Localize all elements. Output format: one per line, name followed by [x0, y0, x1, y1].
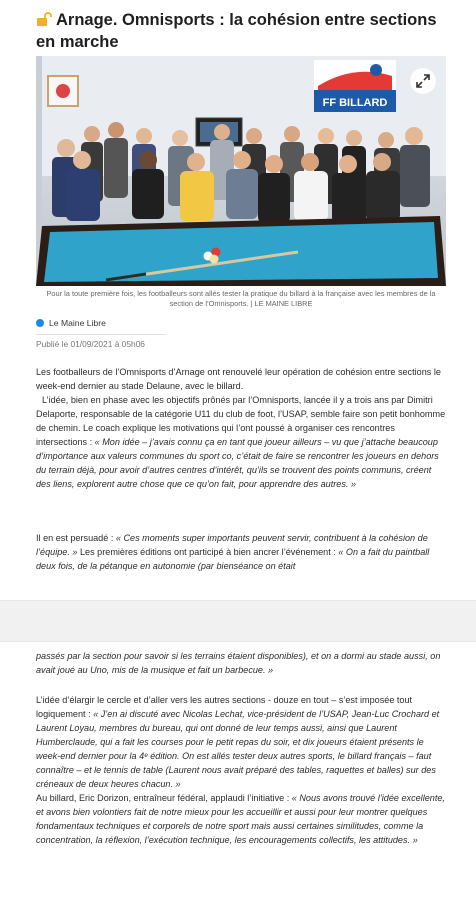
paragraph-1: Les footballeurs de l’Omnisports d’Arnage ont renouvelé leur opération de cohésion entre sections le week-end dernier au stade Delaune, avec le billard. — [36, 367, 441, 391]
expand-icon[interactable] — [410, 68, 436, 94]
billiard-table — [36, 216, 446, 286]
billiard-team-photo — [36, 56, 446, 286]
article-title-text: Arnage. Omnisports : la cohésion entre sections en marche — [36, 11, 437, 51]
article-title — [36, 10, 456, 52]
source-logo-icon — [36, 319, 44, 327]
article-body-part2 — [36, 531, 448, 573]
photo-caption: Pour la toute première fois, les footballeurs sont allés tester la pratique du billard à la française avec les membres de la section de l’Omnisports. | LE MAINE LIBRE — [46, 289, 436, 308]
paragraph-2-text: L’idée, bien en phase avec les objectifs prônés par l’Omnisports, lancée il y a trois ans par Dimitri Delaporte, responsable de la catégorie U11 du club de foot, l’USAP, semble faire son petit bonhomme de chemin. Le coach explique les motivations qui l’ont poussé à organiser ces rencontres intersections : — [36, 395, 446, 447]
source-link[interactable] — [36, 318, 106, 328]
paragraph-5-text: Au billard, Eric Dorizon, entraîneur fédéral, applaudi l’initiative : — [36, 793, 292, 803]
publish-date: Publié le 01/09/2021 à 05h06 — [36, 339, 145, 349]
paragraph-4-quote: « J’en ai discuté avec Nicolas Lechat, vice-président de l’USAP, Jean-Luc Crochard et Laurent Loyau, membres du bureau, qui ont donné de leur temps aussi, ainsi que Laurent Humberclaude, qui a fait les courses pour le petit repas du soir, et dix joueurs étaient présents le week-end dernier pour la 4ᵉ édition. On est allés tester deux autres sports, le billard français – faut connaître – et le tennis de table (Laurent nous avait préparé des tables, raquettes et balles) sur des créneaux de deux heures chacun. » — [36, 709, 440, 789]
paragraph-5 — [36, 791, 448, 847]
banner-text: FF BILLARD — [322, 97, 388, 109]
ff-billard-banner — [314, 60, 396, 112]
paragraph-4-text: L’idée d’élargir le cercle et d’aller vers les autres sections - douze en tout – s’est imposée tout logiquement : — [36, 695, 413, 719]
paragraph-3-quote-2a: « On a fait du paintball deux fois, de la pétanque en autonomie (par bienséance on était — [36, 547, 430, 571]
divider-line — [36, 334, 166, 335]
paragraph-3-quote-2b: passés par la section pour savoir si les terrains étaient disponibles), et on a dormi au stade aussi, on avait joué au Uno, mis de la musique et fait un barbecue. » — [36, 651, 441, 675]
paragraph-2 — [36, 393, 448, 491]
paragraph-3-mid: Les premières éditions ont participé à bien ancrer l’événement : — [77, 547, 339, 557]
page-break — [0, 600, 476, 642]
paragraph-5-quote: « Nous avons trouvé l’idée excellente, et avons bien volontiers fait de notre mieux pour les accueillir et aussi pour leur montrer quelques fondamentaux techniques et corporels de notre sport mais aussi certaines similitudes, comme la concentration, la réflexion, l’exécution technique, les encouragements collectifs, les attitudes. » — [36, 793, 445, 845]
source-name: Le Maine Libre — [49, 318, 106, 328]
paragraph-3-continued — [36, 649, 448, 677]
paragraph-2-quote: « Mon idée – j’avais connu ça en tant que joueur ailleurs – vu que j’attache beaucoup d’importance aux valeurs communes du sport co, c’était de faire se rencontrer les joueurs en dehors du terrain déjà, pour avoir d’autres centres d’intérêt, qu’ils se trouvent des points communs, créent des liens, explorent autre chose que ce qu’on fait, pour apprendre des autres. » — [36, 437, 439, 489]
article-photo[interactable] — [36, 56, 446, 286]
lock-icon — [36, 12, 52, 32]
article-body-part4 — [36, 693, 448, 847]
paragraph-3 — [36, 531, 448, 573]
paragraph-3-quote-1: « Ces moments super importants peuvent servir, contribuent à la cohésion de l’équipe. » — [36, 533, 428, 557]
article-body-part3 — [36, 649, 448, 677]
paragraph-3-start: Il en est persuadé : — [36, 533, 116, 543]
paragraph-4 — [36, 693, 448, 791]
article-body-part1 — [36, 365, 448, 491]
